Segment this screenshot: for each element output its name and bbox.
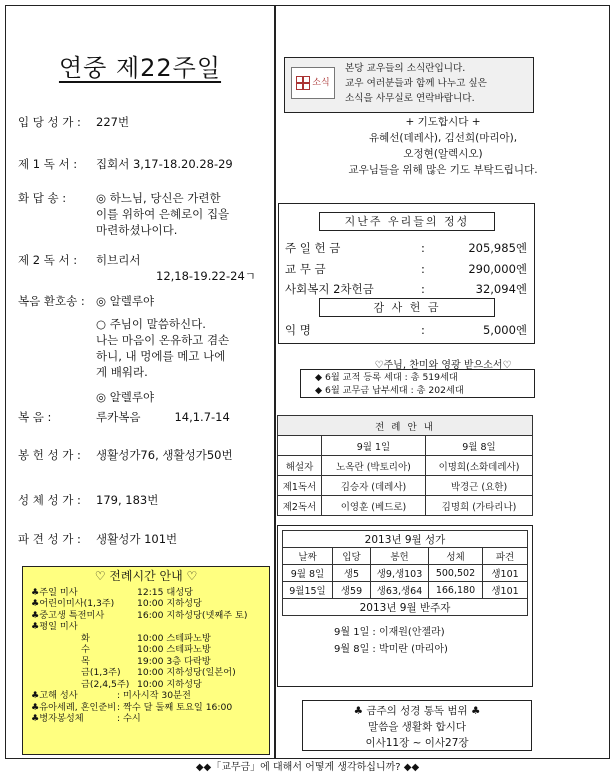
offering-amount: 205,985엔 (468, 241, 527, 255)
schedule-row (31, 690, 261, 702)
mass-schedule-title: ♡ 전례시간 안내 ♡ (94, 569, 198, 583)
offertory-value: 생활성가76, 생활성가50번 (96, 448, 233, 462)
table-header: 9월 8일 (426, 436, 533, 456)
news-logo-text: 소식 (312, 77, 330, 88)
schedule-item: ♣주일 미사 (31, 586, 78, 598)
schedule-day: 수 (81, 644, 90, 655)
recessional-label: 파 견 성 가 : (18, 532, 81, 546)
schedule-time: 10:00 지하성당(일본어) (137, 667, 236, 678)
table-cell: 생9,생103 (371, 565, 429, 582)
news-logo (291, 67, 335, 99)
offering-box (278, 203, 535, 344)
table-cell: 김명희 (가타리나) (426, 496, 533, 516)
registration-line: ◆ 6월 교무금 납부세대 : 총 202세대 (315, 385, 464, 396)
accompanist-list (278, 624, 532, 658)
table-cell: 9월15일 (283, 582, 333, 599)
cross-icon (296, 76, 310, 90)
schedule-time: 10:00 스테파노방 (137, 644, 211, 655)
thanks-offering-row (285, 321, 527, 339)
offering-colon: : (421, 323, 425, 337)
hymns-box (277, 525, 533, 687)
table-cell: 박경근 (요한) (426, 476, 533, 496)
table-cell: 이명희(소화데레사) (426, 456, 533, 476)
table-cell: 생101 (483, 582, 528, 599)
psalm-text (96, 190, 268, 238)
bulletin-page (5, 5, 610, 759)
bible-reading-box (302, 700, 532, 751)
second-reading-label: 제 2 독 서 : (18, 253, 78, 267)
offering-row (285, 280, 527, 298)
schedule-time: 10:00 스테파노방 (137, 632, 211, 644)
offering-amount: 290,000엔 (468, 262, 527, 276)
alleluia-line: ◎ 알렐루야 (96, 294, 155, 308)
table-row (283, 548, 528, 565)
second-reading-text (96, 252, 268, 284)
schedule-row (31, 656, 261, 668)
hymns-title: 2013년 9월 성가 (283, 531, 528, 548)
second-reading-ref: 12,18-19.22-24ㄱ (156, 269, 256, 283)
schedule-day: 금(1,3주) (81, 667, 121, 678)
schedule-time: 12:15 대성당 (137, 586, 194, 598)
entrance-hymn (18, 114, 129, 130)
schedule-row (31, 621, 261, 633)
table-row (278, 436, 533, 456)
table-header: 입당 (333, 548, 371, 565)
table-cell: 생101 (483, 565, 528, 582)
psalm-label: 화 답 송 : (18, 191, 67, 205)
prayer-section (278, 114, 608, 178)
schedule-time: : 미사시작 30분전 (117, 690, 191, 701)
prayer-line: 유혜선(데레사), 김선희(마리아), (368, 132, 518, 144)
schedule-row (31, 667, 261, 679)
schedule-item: ♣중고생 특전미사 (31, 609, 105, 621)
psalm-line: 이를 위하여 은혜로이 집을 (96, 207, 230, 221)
offering-title: 지난주 우리들의 정성 (319, 212, 495, 231)
schedule-row (31, 587, 261, 599)
entrance-value: 227번 (96, 115, 130, 129)
liturgy-guide-table (277, 415, 533, 516)
prayer-line: 오정현(알렉시오) (403, 148, 483, 160)
psalm-line: ◎ 하느님, 당신은 가련한 (96, 191, 221, 205)
recessional-hymn (18, 531, 177, 547)
table-cell (278, 436, 322, 456)
alleluia-line: 하니, 내 멍에를 메고 나에 (96, 349, 226, 363)
communion-hymn (18, 492, 158, 508)
offering-colon: : (421, 282, 425, 296)
offering-amount: 32,094엔 (475, 282, 527, 296)
schedule-row (31, 644, 261, 656)
offering-label: 사회복지 2차헌금 (285, 282, 374, 296)
accompanist-line: 9월 1일 : 이재원(안젤라) (334, 627, 445, 638)
bible-line: 말씀을 생활화 합시다 (368, 721, 466, 733)
table-row (283, 565, 528, 582)
offertory-hymn (18, 447, 233, 463)
gospel-ref: 14,1.7-14 (174, 410, 230, 424)
offertory-label: 봉 헌 성 가 : (18, 448, 81, 462)
schedule-item: ♣병자봉성체 (31, 713, 84, 724)
gospel-label: 복 음 : (18, 410, 52, 424)
news-line: 소식을 사무실로 연락바랍니다. (345, 93, 475, 104)
blessing-text: ♡주님, 찬미와 영광 받으소서♡ (374, 360, 512, 371)
table-cell: 500,502 (429, 565, 483, 582)
schedule-row (31, 713, 261, 725)
schedule-day: 화 (81, 632, 90, 644)
table-cell: 생59 (333, 582, 371, 599)
table-cell: 김승자 (데레사) (322, 476, 426, 496)
schedule-row (31, 702, 261, 714)
table-cell: 166,180 (429, 582, 483, 599)
table-header: 봉헌 (371, 548, 429, 565)
offering-row (285, 260, 527, 278)
prayer-line: 교우님들을 위해 많은 기도 부탁드립니다. (348, 164, 538, 176)
table-cell: 노옥란 (박토리아) (322, 456, 426, 476)
communion-value: 179, 183번 (96, 493, 159, 507)
first-reading-label: 제 1 독 서 : (18, 157, 78, 171)
schedule-item: ♣어린이미사(1,3주) (31, 598, 115, 609)
alleluia-text (96, 293, 268, 405)
registration-line: ◆ 6월 교적 등록 세대 : 총 519세대 (315, 372, 458, 383)
bible-title: ♣ 금주의 성경 통독 범위 ♣ (353, 705, 481, 717)
footer-note: ◆◆「교무금」에 대해서 어떻게 생각하십니까? ◆◆ (195, 762, 420, 773)
recessional-value: 생활성가 101번 (96, 532, 178, 546)
first-reading-value: 집회서 3,17-18.20.28-29 (96, 157, 233, 171)
schedule-item: ♣유아세례, 혼인준비 (31, 701, 117, 713)
table-header: 날짜 (283, 548, 333, 565)
schedule-time: 10:00 지하성당 (137, 598, 202, 609)
alleluia-line: 나는 마음이 온유하고 겸손 (96, 333, 230, 347)
table-row (278, 456, 533, 476)
psalm-line: 마련하셨나이다. (96, 223, 178, 237)
table-row (278, 416, 533, 436)
offering-colon: : (421, 262, 425, 276)
table-row (278, 476, 533, 496)
table-row (283, 582, 528, 599)
schedule-row (31, 610, 261, 622)
entrance-label: 입 당 성 가 : (18, 115, 81, 129)
accompanist-title: 2013년 9월 반주자 (283, 599, 528, 616)
bible-line: 이사11장 ~ 이사27장 (365, 737, 469, 749)
table-cell: 9월 8일 (283, 565, 333, 582)
offering-label: 익 명 (285, 323, 311, 337)
schedule-time: : 짝수 달 둘째 토요일 16:00 (117, 701, 233, 713)
schedule-time: 10:00 지하성당 (137, 678, 202, 690)
news-line: 본당 교우들의 소식란입니다. (345, 63, 466, 74)
gospel-value: 루카복음 (96, 410, 141, 424)
hymns-table (282, 530, 528, 616)
table-header: 파견 (483, 548, 528, 565)
second-reading-book: 히브리서 (96, 253, 141, 267)
schedule-day: 금(2,4,5주) (81, 678, 130, 690)
offering-label: 교 무 금 (285, 262, 326, 276)
schedule-item: ♣고해 성사 (31, 690, 78, 701)
news-box (284, 57, 534, 113)
table-cell: 생63,생64 (371, 582, 429, 599)
alleluia-label: 복음 환호송 : (18, 294, 85, 308)
registration-box (300, 369, 535, 398)
alleluia-line: ◎ 알렐루야 (96, 390, 155, 404)
table-header: 9월 1일 (322, 436, 426, 456)
schedule-time: : 수시 (117, 713, 141, 724)
schedule-time: 19:00 3층 다락방 (137, 655, 211, 667)
schedule-row (31, 598, 261, 610)
thanks-offering-title: 감 사 헌 금 (319, 298, 495, 317)
schedule-time: 16:00 지하성당(넷째주 토) (137, 609, 248, 621)
schedule-item: ♣평일 미사 (31, 621, 78, 632)
schedule-row (31, 679, 261, 691)
table-row (283, 599, 528, 616)
table-cell: 이영훈 (베드로) (322, 496, 426, 516)
column-divider (274, 6, 276, 758)
offering-amount: 5,000엔 (482, 323, 527, 337)
accompanist-line: 9월 8일 : 박미란 (마리아) (334, 644, 448, 655)
table-cell: 제1독서 (278, 476, 322, 496)
communion-label: 성 체 성 가 : (18, 493, 81, 507)
table-cell: 제2독서 (278, 496, 322, 516)
alleluia-line: ○ 주님이 말씀하신다. (96, 317, 206, 331)
table-cell: 해설자 (278, 456, 322, 476)
table-header: 성체 (429, 548, 483, 565)
page-title: 연중 제22주일 (58, 54, 222, 82)
offering-label: 주 일 헌 금 (285, 241, 341, 255)
news-line: 교우 여러분들과 함께 나누고 싶은 (345, 78, 487, 89)
offering-colon: : (421, 241, 425, 255)
gospel (18, 409, 230, 425)
offering-row (285, 239, 527, 257)
prayer-title: + 기도합시다 + (405, 116, 481, 128)
liturgy-guide-title: 전 례 안 내 (278, 416, 533, 436)
schedule-day: 목 (81, 655, 90, 667)
table-row (283, 531, 528, 548)
table-row (278, 496, 533, 516)
mass-schedule-box (22, 566, 270, 755)
alleluia-line: 게 배워라. (96, 365, 148, 379)
first-reading (18, 156, 233, 172)
schedule-row (31, 633, 261, 645)
table-cell: 생5 (333, 565, 371, 582)
